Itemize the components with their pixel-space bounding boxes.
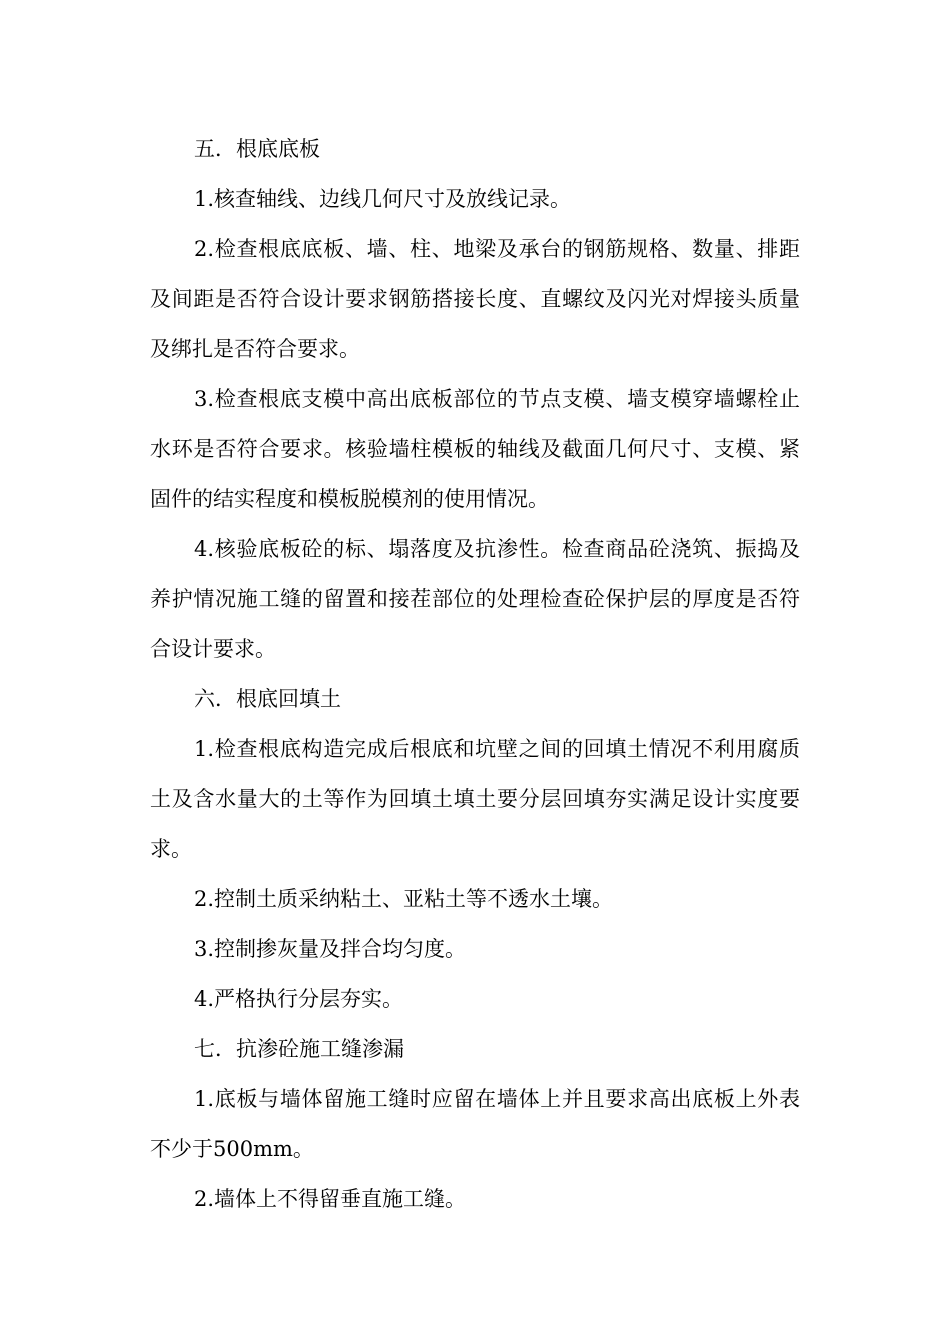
paragraph-7-1: 1.底板与墙体留施工缝时应留在墙体上并且要求高出底板上外表不少于500mm。 bbox=[150, 1087, 800, 1161]
document-body bbox=[150, 124, 800, 1224]
paragraph-6-3: 3.控制掺灰量及拌合均匀度。 bbox=[194, 937, 467, 961]
paragraph-7-2: 2.墙体上不得留垂直施工缝。 bbox=[194, 1187, 467, 1211]
paragraph-5-2: 2.检查根底底板、墙、柱、地梁及承台的钢筋规格、数量、排距及间距是否符合设计要求钢筋搭接长度、直螺纹及闪光对焊接头质量及绑扎是否符合要求。 bbox=[150, 237, 800, 361]
paragraph-5-3: 3.检查根底支模中高出底板部位的节点支模、墙支模穿墙螺栓止水环是否符合要求。核验墙柱模板的轴线及截面几何尺寸、支模、紧固件的结实程度和模板脱模剂的使用情况。 bbox=[150, 387, 800, 511]
paragraph-6-2: 2.控制土质采纳粘土、亚粘土等不透水土壤。 bbox=[194, 887, 614, 911]
paragraph-5-1: 1.核查轴线、边线几何尺寸及放线记录。 bbox=[194, 187, 572, 211]
paragraph-6-4: 4.严格执行分层夯实。 bbox=[194, 987, 404, 1011]
section-heading-5: 五．根底底板 bbox=[194, 137, 320, 161]
section-heading-6: 六．根底回填土 bbox=[194, 687, 341, 711]
paragraph-6-1: 1.检查根底构造完成后根底和坑壁之间的回填土情况不利用腐质土及含水量大的土等作为回填土填土要分层回填夯实满足设计实度要求。 bbox=[150, 737, 800, 861]
paragraph-5-4: 4.核验底板砼的标、塌落度及抗渗性。检查商品砼浇筑、振捣及养护情况施工缝的留置和接茬部位的处理检查砼保护层的厚度是否符合设计要求。 bbox=[150, 537, 800, 661]
section-heading-7: 七．抗渗砼施工缝渗漏 bbox=[194, 1037, 404, 1061]
